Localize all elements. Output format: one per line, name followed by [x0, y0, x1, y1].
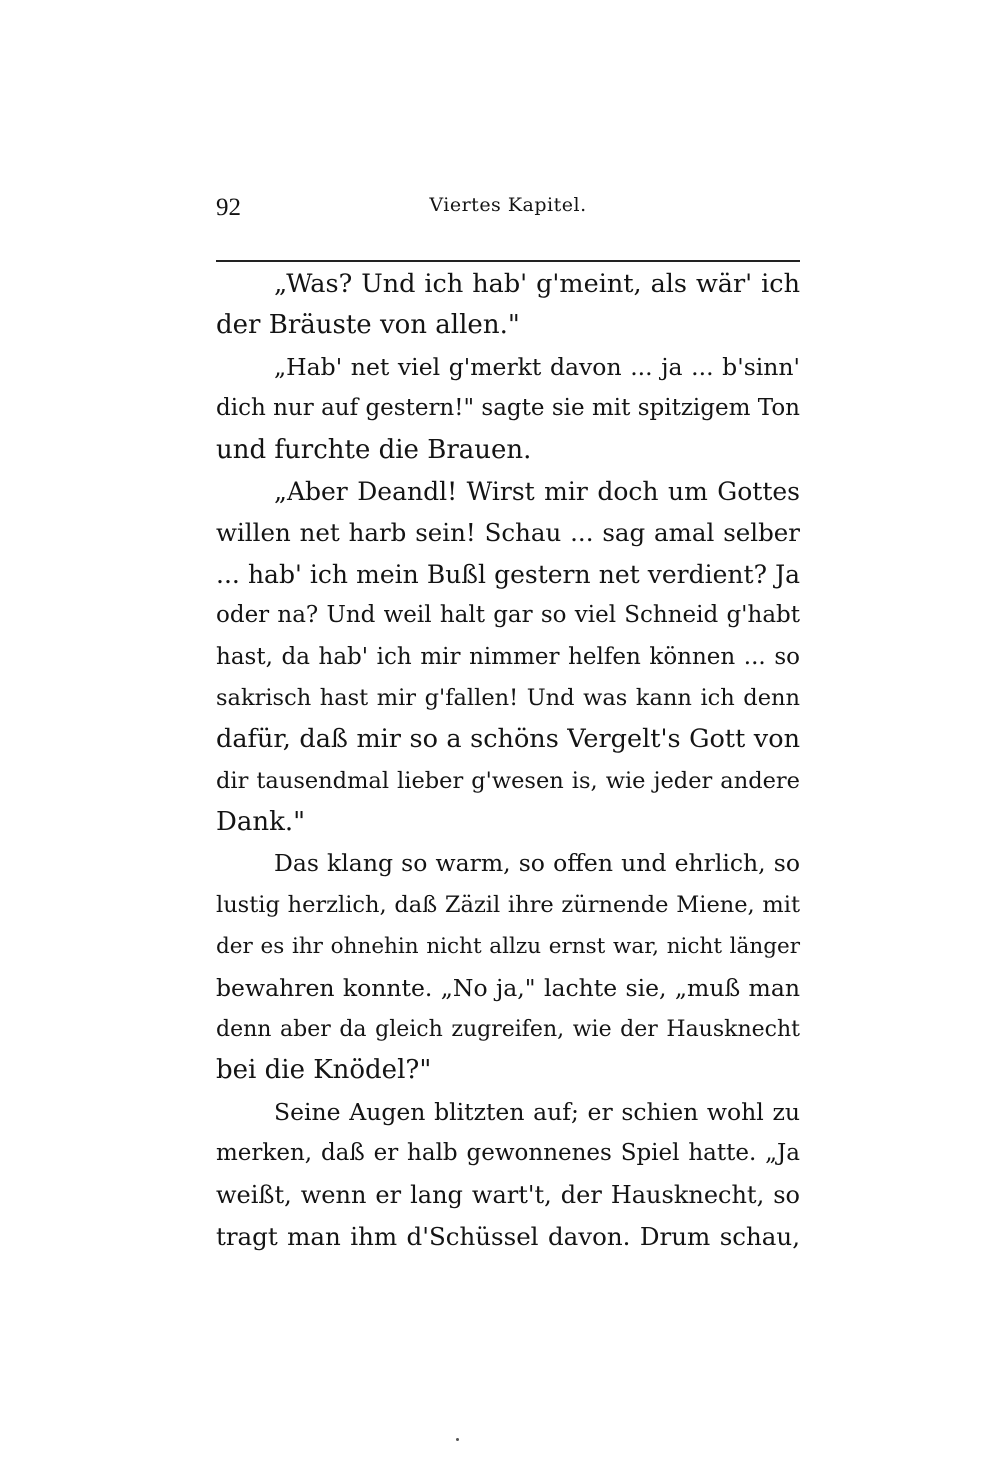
text-line: bewahren konnte. „No ja," lachte sie, „muß man	[216, 973, 800, 1002]
text-line: dir tausendmal lieber g'wesen is, wie jeder andere	[216, 767, 800, 794]
page-number: 92	[216, 194, 241, 221]
text-line: Das klang so warm, so offen und ehrlich, so	[274, 849, 800, 878]
text-line: willen net harb sein! Schau ... sag amal selber	[216, 518, 800, 548]
text-line: denn aber da gleich zugreifen, wie der Hausknecht	[216, 1017, 800, 1043]
text-line: und furchte die Brauen.	[216, 434, 532, 465]
text-line: „Hab' net viel g'merkt davon ... ja ... b'sinn'	[274, 352, 800, 381]
header-rule	[216, 260, 800, 262]
text-line: dich nur auf gestern!" sagte sie mit spitzigem Ton	[216, 395, 800, 422]
body-text	[216, 264, 800, 1257]
text-line: Seine Augen blitzten auf; er schien wohl zu	[274, 1097, 800, 1126]
text-line: „Aber Deandl! Wirst mir doch um Gottes	[274, 476, 800, 506]
text-line: tragt man ihm d'Schüssel davon. Drum schau,	[216, 1221, 800, 1251]
text-line: Dank."	[216, 807, 306, 838]
text-line: der es ihr ohnehin nicht allzu ernst war, nicht länger	[216, 934, 800, 960]
text-line: merken, daß er halb gewonnenes Spiel hatte. „Ja	[216, 1140, 800, 1167]
scan-speck	[456, 1438, 459, 1441]
running-head: Viertes Kapitel.	[429, 194, 587, 216]
text-line: oder na? Und weil halt gar so viel Schneid g'habt	[216, 602, 800, 629]
text-line: weißt, wenn er lang wart't, der Hausknecht, so	[216, 1180, 800, 1209]
text-line: bei die Knödel?"	[216, 1055, 432, 1086]
page-header	[216, 188, 800, 232]
text-line: lustig herzlich, daß Zäzil ihre zürnende Miene, mit	[216, 891, 800, 918]
text-line: sakrisch hast mir g'fallen! Und was kann ich denn	[216, 684, 800, 711]
text-line: dafür, daß mir so a schöns Vergelt's Gott von	[216, 724, 800, 755]
text-line: „Was? Und ich hab' g'meint, als wär' ich	[274, 269, 800, 299]
text-line: hast, da hab' ich mir nimmer helfen können ... so	[216, 643, 800, 670]
text-line: der Bräuste von allen."	[216, 310, 520, 341]
text-line: ... hab' ich mein Bußl gestern net verdient? Ja	[216, 559, 800, 589]
